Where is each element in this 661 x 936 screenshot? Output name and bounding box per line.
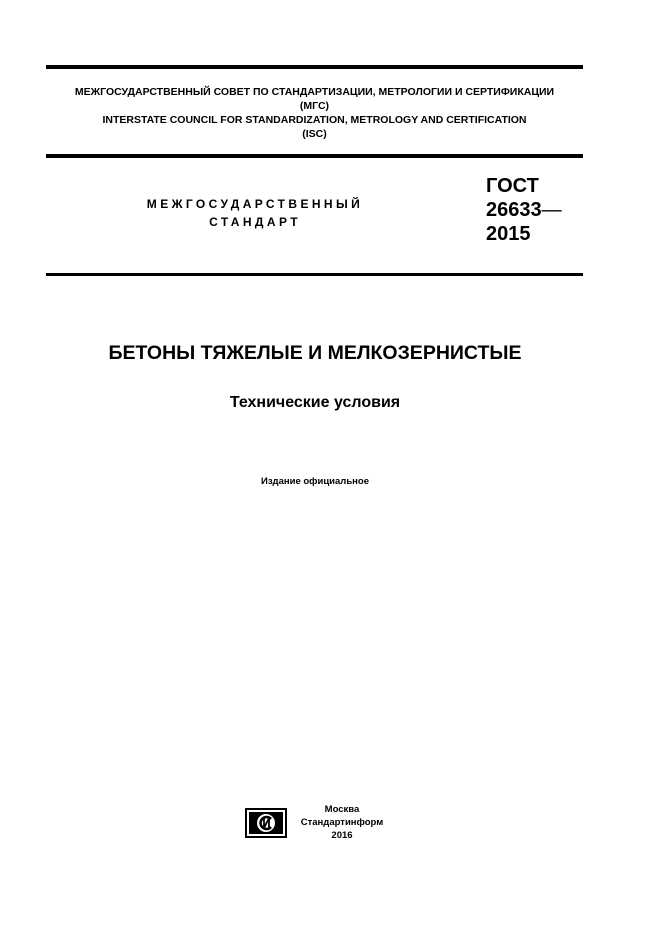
publisher-name: Стандартинформ — [300, 817, 384, 828]
publisher-info — [298, 803, 386, 842]
publisher-city: Москва — [324, 804, 360, 815]
publisher-year: 2016 — [331, 830, 353, 841]
council-ru-name: МЕЖГОСУДАРСТВЕННЫЙ СОВЕТ ПО СТАНДАРТИЗАЦИИ, МЕТРОЛОГИИ И СЕРТИФИКАЦИИ — [74, 86, 555, 98]
council-header — [46, 85, 583, 141]
standard-type-line2: СТАНДАРТ — [209, 215, 301, 229]
document-title: БЕТОНЫ ТЯЖЕЛЫЕ И МЕЛКОЗЕРНИСТЫЕ — [108, 342, 522, 364]
standartinform-logo-icon — [245, 808, 287, 838]
council-en-name: INTERSTATE COUNCIL FOR STANDARDIZATION, METROLOGY AND CERTIFICATION — [102, 114, 527, 126]
gost-number-line — [486, 198, 562, 222]
gost-year: 2015 — [486, 223, 531, 245]
council-ru-abbr: (МГС) — [299, 100, 330, 112]
gost-designation — [486, 174, 562, 246]
bottom-rule — [46, 273, 583, 276]
gost-dash: — — [541, 199, 562, 221]
gost-number: 26633 — [486, 199, 542, 221]
top-rule — [46, 65, 583, 69]
edition-note: Издание официальное — [261, 476, 369, 487]
council-en-abbr: (ISC) — [302, 128, 327, 140]
document-subtitle: Технические условия — [229, 394, 401, 411]
standard-type-line1: МЕЖГОСУДАРСТВЕННЫЙ — [146, 197, 364, 211]
gost-label: ГОСТ — [486, 175, 539, 197]
middle-rule — [46, 154, 583, 158]
standard-type — [110, 195, 400, 231]
